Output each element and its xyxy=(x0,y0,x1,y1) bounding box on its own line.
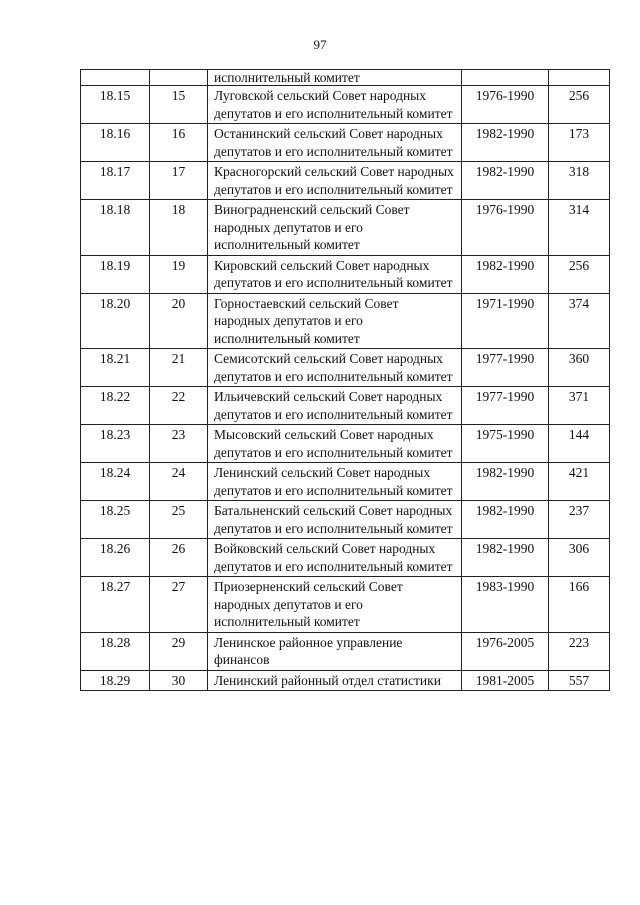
number-cell: 23 xyxy=(150,425,208,463)
years-cell: 1971-1990 xyxy=(462,293,549,349)
page-number: 97 xyxy=(313,37,327,52)
count-cell: 144 xyxy=(549,425,610,463)
count-cell: 371 xyxy=(549,387,610,425)
table-row xyxy=(81,539,610,577)
carryover-row xyxy=(81,70,610,86)
table-row xyxy=(81,387,610,425)
number-cell: 19 xyxy=(150,255,208,293)
register-body xyxy=(81,70,610,691)
years-cell: 1976-1990 xyxy=(462,86,549,124)
name-cell: Ильичевский сельский Совет народных депутатов и его исполнительный комитет xyxy=(208,387,462,425)
name-cell: Луговской сельский Совет народных депутатов и его исполнительный комитет xyxy=(208,86,462,124)
table-row xyxy=(81,86,610,124)
count-cell: 421 xyxy=(549,463,610,501)
number-cell: 29 xyxy=(150,632,208,670)
code-cell: 18.15 xyxy=(81,86,150,124)
name-cell: Батальненский сельский Совет народных депутатов и его исполнительный комитет xyxy=(208,501,462,539)
carryover-count-cell xyxy=(549,70,610,86)
count-cell: 360 xyxy=(549,349,610,387)
count-cell: 256 xyxy=(549,86,610,124)
years-cell: 1982-1990 xyxy=(462,124,549,162)
years-cell: 1977-1990 xyxy=(462,387,549,425)
years-cell: 1976-2005 xyxy=(462,632,549,670)
table-row xyxy=(81,349,610,387)
table-row xyxy=(81,425,610,463)
name-cell: Останинский сельский Совет народных депутатов и его исполнительный комитет xyxy=(208,124,462,162)
name-cell: Мысовский сельский Совет народных депутатов и его исполнительный комитет xyxy=(208,425,462,463)
count-cell: 166 xyxy=(549,577,610,633)
name-cell: Красногорский сельский Совет народных депутатов и его исполнительный комитет xyxy=(208,162,462,200)
code-cell: 18.24 xyxy=(81,463,150,501)
number-cell: 25 xyxy=(150,501,208,539)
code-cell: 18.18 xyxy=(81,200,150,256)
table-row xyxy=(81,293,610,349)
table-row xyxy=(81,577,610,633)
code-cell: 18.19 xyxy=(81,255,150,293)
carryover-name-cell: исполнительный комитет xyxy=(208,70,462,86)
name-cell: Семисотский сельский Совет народных депутатов и его исполнительный комитет xyxy=(208,349,462,387)
number-cell: 16 xyxy=(150,124,208,162)
years-cell: 1983-1990 xyxy=(462,577,549,633)
name-cell: Виноградненский сельский Совет народных депутатов и его исполнительный комитет xyxy=(208,200,462,256)
count-cell: 314 xyxy=(549,200,610,256)
number-cell: 30 xyxy=(150,670,208,691)
code-cell: 18.28 xyxy=(81,632,150,670)
years-cell: 1982-1990 xyxy=(462,539,549,577)
count-cell: 237 xyxy=(549,501,610,539)
number-cell: 27 xyxy=(150,577,208,633)
name-cell: Горностаевский сельский Совет народных депутатов и его исполнительный комитет xyxy=(208,293,462,349)
years-cell: 1981-2005 xyxy=(462,670,549,691)
number-cell: 18 xyxy=(150,200,208,256)
count-cell: 223 xyxy=(549,632,610,670)
code-cell: 18.29 xyxy=(81,670,150,691)
code-cell: 18.25 xyxy=(81,501,150,539)
years-cell: 1982-1990 xyxy=(462,501,549,539)
years-cell: 1982-1990 xyxy=(462,463,549,501)
years-cell: 1976-1990 xyxy=(462,200,549,256)
name-cell: Приозерненский сельский Совет народных депутатов и его исполнительный комитет xyxy=(208,577,462,633)
count-cell: 173 xyxy=(549,124,610,162)
number-cell: 15 xyxy=(150,86,208,124)
count-cell: 374 xyxy=(549,293,610,349)
years-cell: 1982-1990 xyxy=(462,162,549,200)
number-cell: 24 xyxy=(150,463,208,501)
table-row xyxy=(81,670,610,691)
table-row xyxy=(81,200,610,256)
count-cell: 306 xyxy=(549,539,610,577)
years-cell: 1977-1990 xyxy=(462,349,549,387)
code-cell: 18.20 xyxy=(81,293,150,349)
years-cell: 1975-1990 xyxy=(462,425,549,463)
name-cell: Ленинский районный отдел статистики xyxy=(208,670,462,691)
carryover-years-cell xyxy=(462,70,549,86)
name-cell: Ленинское районное управление финансов xyxy=(208,632,462,670)
count-cell: 256 xyxy=(549,255,610,293)
carryover-code-cell xyxy=(81,70,150,86)
number-cell: 17 xyxy=(150,162,208,200)
count-cell: 318 xyxy=(549,162,610,200)
table-row xyxy=(81,632,610,670)
table-row xyxy=(81,124,610,162)
table-row xyxy=(81,501,610,539)
number-cell: 26 xyxy=(150,539,208,577)
code-cell: 18.17 xyxy=(81,162,150,200)
archive-register-table xyxy=(80,69,610,691)
table-row xyxy=(81,463,610,501)
carryover-num-cell xyxy=(150,70,208,86)
code-cell: 18.22 xyxy=(81,387,150,425)
count-cell: 557 xyxy=(549,670,610,691)
code-cell: 18.16 xyxy=(81,124,150,162)
years-cell: 1982-1990 xyxy=(462,255,549,293)
code-cell: 18.23 xyxy=(81,425,150,463)
code-cell: 18.27 xyxy=(81,577,150,633)
number-cell: 20 xyxy=(150,293,208,349)
name-cell: Кировский сельский Совет народных депутатов и его исполнительный комитет xyxy=(208,255,462,293)
code-cell: 18.21 xyxy=(81,349,150,387)
name-cell: Войковский сельский Совет народных депутатов и его исполнительный комитет xyxy=(208,539,462,577)
number-cell: 22 xyxy=(150,387,208,425)
table-row xyxy=(81,255,610,293)
name-cell: Ленинский сельский Совет народных депутатов и его исполнительный комитет xyxy=(208,463,462,501)
number-cell: 21 xyxy=(150,349,208,387)
table-row xyxy=(81,162,610,200)
code-cell: 18.26 xyxy=(81,539,150,577)
